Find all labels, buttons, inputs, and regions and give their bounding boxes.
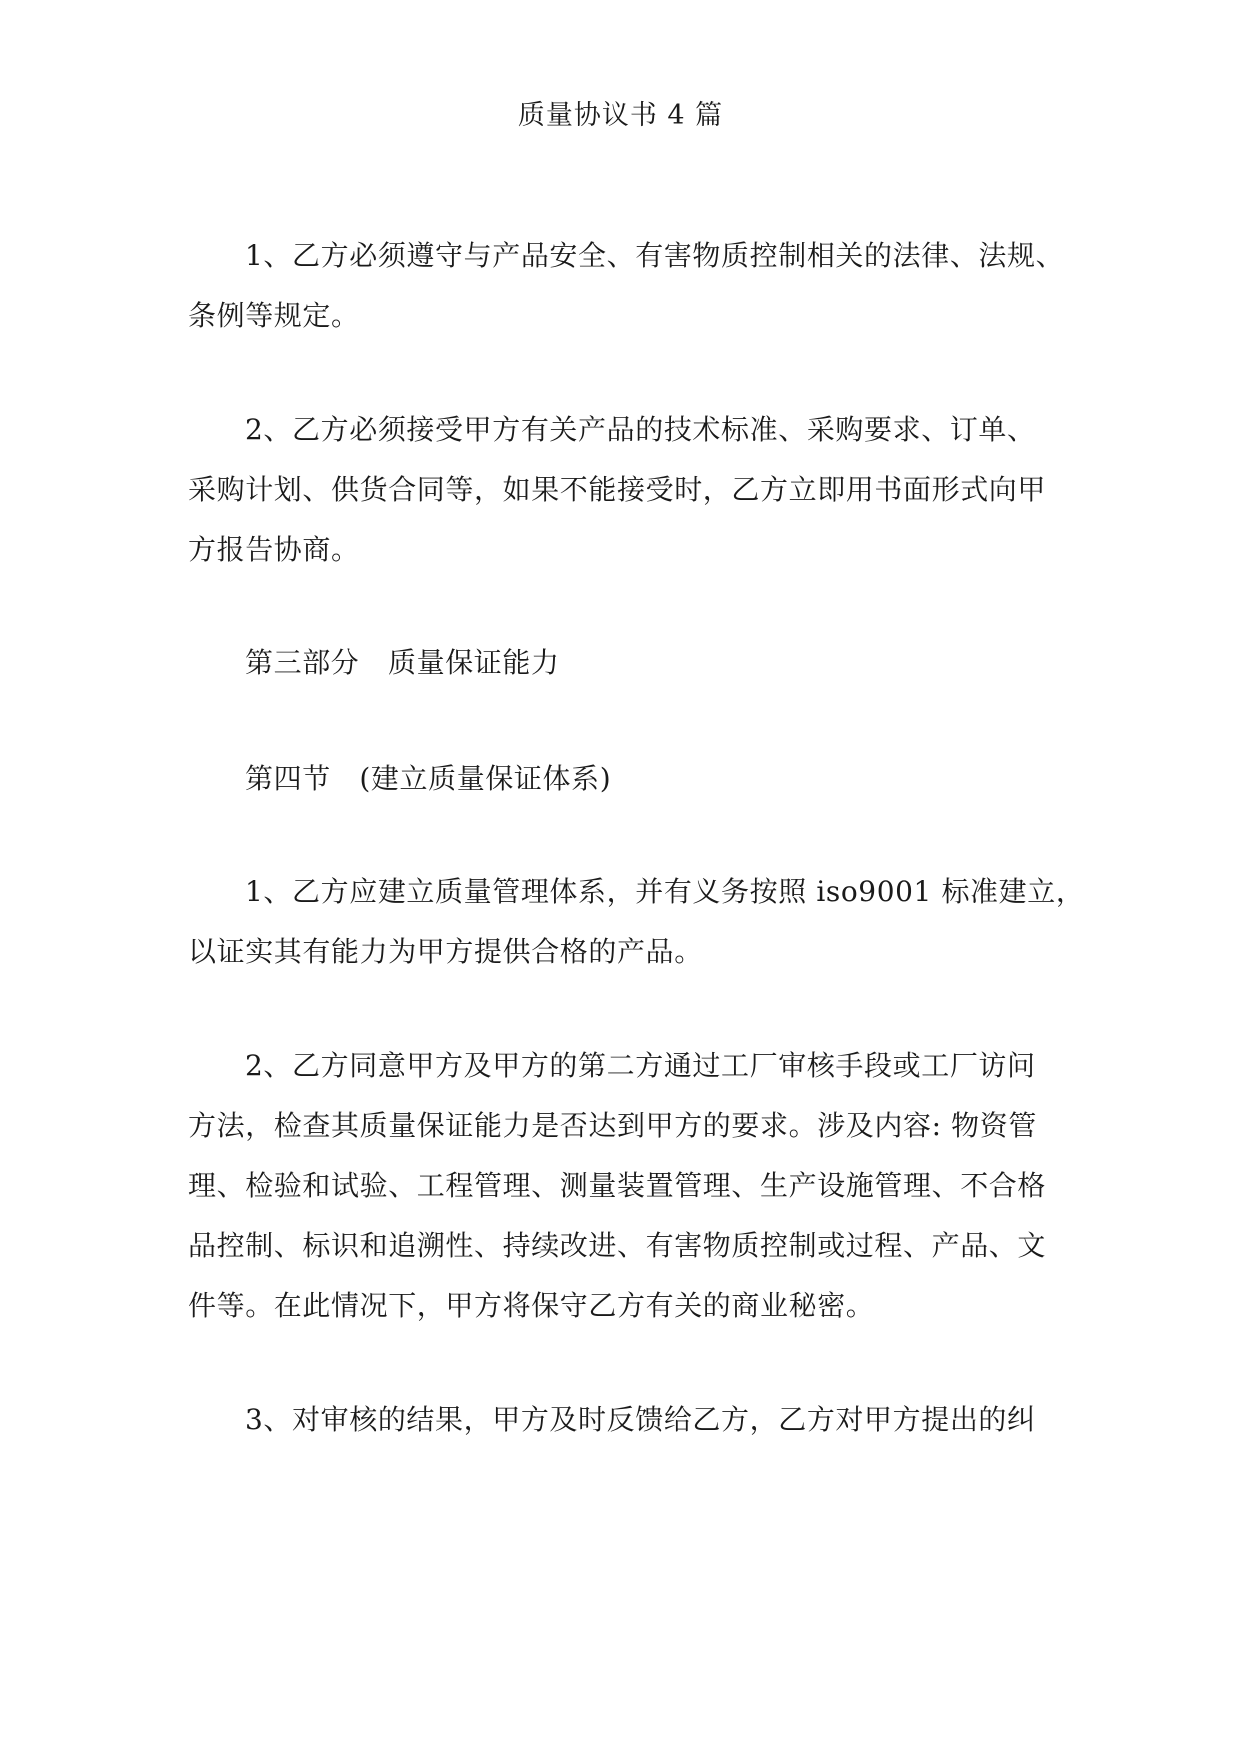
section-clause-1-line-2: 以证实其有能力为甲方提供合格的产品。 bbox=[188, 935, 703, 968]
section-clause-2-line-1: 2、乙方同意甲方及甲方的第二方通过工厂审核手段或工厂访问 bbox=[245, 1049, 1036, 1082]
clause-2-line-2: 采购计划、供货合同等，如果不能接受时，乙方立即用书面形式向甲 bbox=[188, 473, 1047, 506]
clause-1-line-1: 1、乙方必须遵守与产品安全、有害物质控制相关的法律、法规、 bbox=[245, 239, 1065, 272]
clause-1-line-2: 条例等规定。 bbox=[188, 299, 360, 332]
section-clause-2-line-2: 方法，检查其质量保证能力是否达到甲方的要求。涉及内容: 物资管 bbox=[188, 1109, 1037, 1142]
clause-2-line-1: 2、乙方必须接受甲方有关产品的技术标准、采购要求、订单、 bbox=[245, 413, 1036, 446]
section-clause-1-line-1: 1、乙方应建立质量管理体系，并有义务按照 iso9001 标准建立， bbox=[245, 875, 1085, 908]
section-heading: 第四节 (建立质量保证体系) bbox=[245, 762, 612, 795]
part-heading: 第三部分 质量保证能力 bbox=[245, 646, 560, 679]
document-title: 质量协议书 4 篇 bbox=[517, 100, 724, 131]
section-clause-2-line-3: 理、检验和试验、工程管理、测量装置管理、生产设施管理、不合格 bbox=[188, 1169, 1047, 1202]
section-clause-2-line-4: 品控制、标识和追溯性、持续改进、有害物质控制或过程、产品、文 bbox=[188, 1229, 1047, 1262]
section-clause-2-line-5: 件等。在此情况下，甲方将保守乙方有关的商业秘密。 bbox=[188, 1289, 875, 1322]
clause-2-line-3: 方报告协商。 bbox=[188, 533, 360, 566]
section-clause-3-line-1: 3、对审核的结果，甲方及时反馈给乙方，乙方对甲方提出的纠 bbox=[245, 1403, 1036, 1436]
